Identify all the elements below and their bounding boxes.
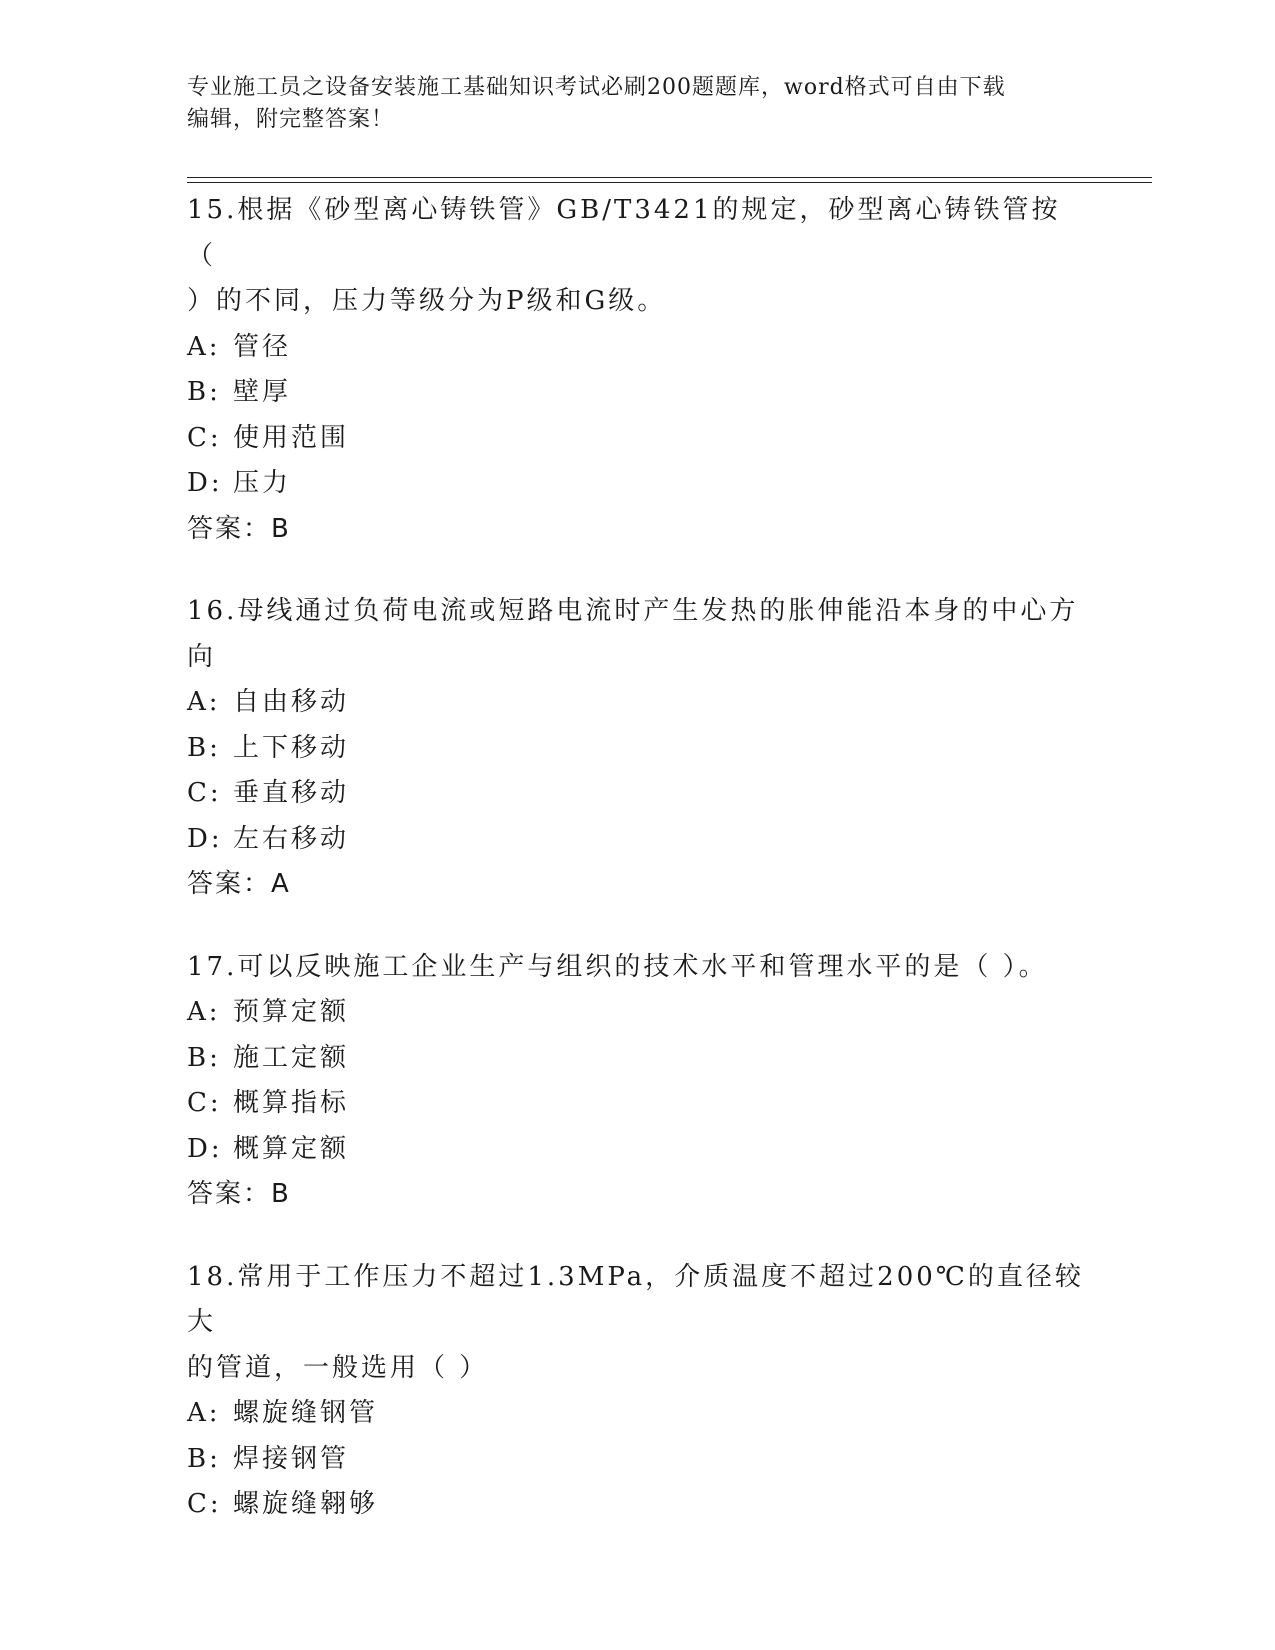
- option-text: 预算定额: [233, 997, 350, 1027]
- option-b: [187, 1036, 1087, 1082]
- option-key: B:: [187, 1042, 221, 1073]
- option-b: [187, 1437, 1087, 1483]
- option-key: A:: [187, 687, 221, 717]
- option-text: 上下移动: [233, 732, 350, 763]
- option-text: 施工定额: [233, 1042, 350, 1073]
- option-key: A:: [187, 997, 221, 1027]
- question-stem: [187, 188, 1087, 325]
- option-c: [187, 1081, 1087, 1127]
- option-a: [187, 680, 1087, 726]
- option-b: [187, 726, 1087, 772]
- stem-line: 向: [187, 641, 217, 672]
- question-17: [187, 945, 1087, 1218]
- option-a: [187, 1391, 1087, 1437]
- option-text: 左右移动: [233, 823, 350, 854]
- answer-line: 答案：B: [187, 1179, 291, 1209]
- option-text: 压力: [233, 468, 292, 498]
- stem-line: 的管道，一般选用（ ）: [187, 1352, 489, 1383]
- option-key: D:: [187, 468, 223, 498]
- option-text: 螺旋缝翱够: [233, 1489, 379, 1519]
- question-stem: [187, 945, 1087, 991]
- question-list: [187, 188, 1087, 1565]
- option-text: 壁厚: [233, 377, 292, 407]
- option-key: C:: [187, 1489, 222, 1519]
- option-text: 垂直移动: [233, 778, 350, 808]
- header-line-1: 专业施工员之设备安装施工基础知识考试必刷200题题库，word格式可自由下载: [187, 75, 1006, 100]
- stem-line: 16.母线通过负荷电流或短路电流时产生发热的胀伸能沿本身的中心方: [187, 596, 1079, 626]
- option-key: C:: [187, 1088, 222, 1118]
- question-15: [187, 188, 1087, 552]
- question-stem: [187, 1255, 1087, 1392]
- option-c: [187, 416, 1087, 462]
- option-c: [187, 1482, 1087, 1528]
- header-divider-top: [187, 177, 1152, 178]
- option-key: A:: [187, 1398, 221, 1428]
- stem-line: 18.常用于工作压力不超过1.3MPa，介质温度不超过200℃的直径较大: [187, 1261, 1084, 1337]
- option-d: [187, 817, 1087, 863]
- question-18: [187, 1255, 1087, 1528]
- answer-line: 答案：B: [187, 513, 291, 544]
- option-c: [187, 771, 1087, 817]
- option-text: 使用范围: [233, 422, 350, 453]
- option-text: 焊接钢管: [233, 1443, 350, 1474]
- option-key: D:: [187, 1133, 223, 1164]
- option-key: C:: [187, 422, 222, 453]
- option-key: A:: [187, 331, 221, 362]
- option-d: [187, 461, 1087, 507]
- option-key: B:: [187, 377, 221, 407]
- stem-line: ）的不同，压力等级分为P级和G级。: [187, 286, 667, 316]
- option-key: B:: [187, 1443, 221, 1474]
- header-line-2: 编辑，附完整答案！: [187, 107, 395, 132]
- stem-line: 17.可以反映施工企业生产与组织的技术水平和管理水平的是（ ）。: [187, 951, 1048, 982]
- option-a: [187, 325, 1087, 371]
- option-text: 管径: [233, 331, 292, 362]
- document-header: [187, 72, 1087, 136]
- question-16: [187, 589, 1087, 908]
- question-stem: [187, 589, 1087, 680]
- header-divider-bottom: [187, 182, 1152, 183]
- option-text: 螺旋缝钢管: [233, 1398, 379, 1428]
- option-text: 概算指标: [233, 1088, 350, 1118]
- stem-line: 15.根据《砂型离心铸铁管》GB/T3421的规定，砂型离心铸铁管按（: [187, 195, 1061, 271]
- option-d: [187, 1127, 1087, 1173]
- option-key: B:: [187, 732, 221, 763]
- option-b: [187, 370, 1087, 416]
- option-text: 概算定额: [233, 1133, 350, 1164]
- answer-line: 答案：A: [187, 869, 291, 899]
- option-key: C:: [187, 778, 222, 808]
- option-text: 自由移动: [233, 687, 350, 717]
- option-key: D:: [187, 823, 223, 854]
- option-a: [187, 990, 1087, 1036]
